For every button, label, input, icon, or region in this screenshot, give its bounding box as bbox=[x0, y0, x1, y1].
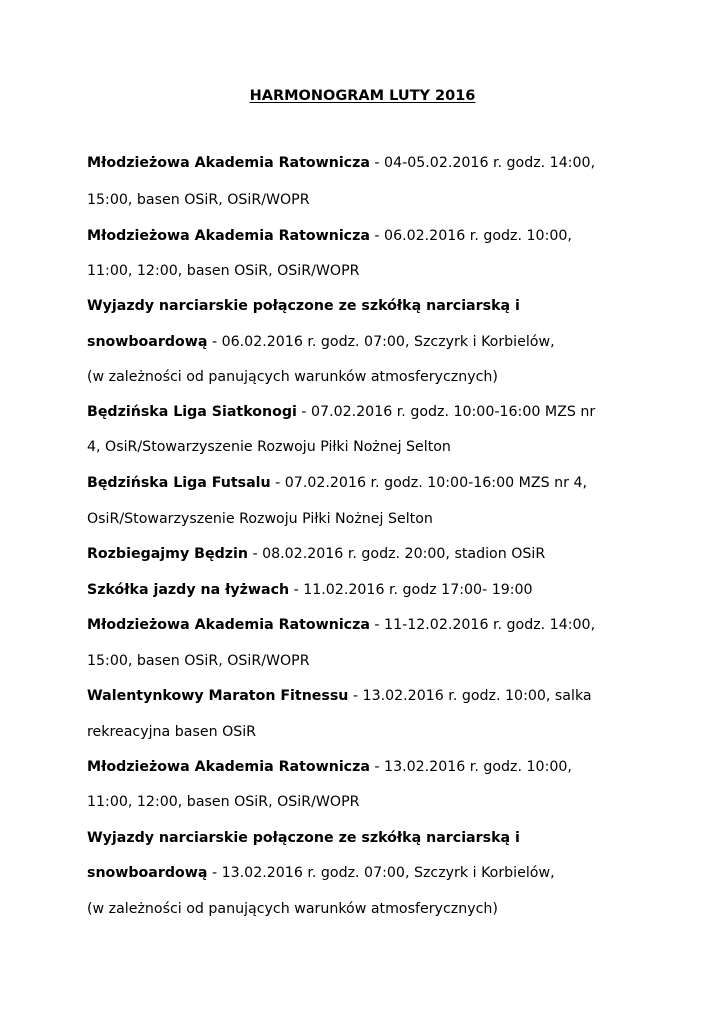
event-details: 11:00, 12:00, basen OSiR, OSiR/WOPR bbox=[87, 263, 360, 279]
event-details: - 08.02.2016 r. godz. 20:00, stadion OSiR bbox=[247, 546, 546, 562]
schedule-line bbox=[87, 226, 638, 246]
event-details: rekreacyjna basen OSiR bbox=[87, 724, 257, 740]
event-details: - 07.02.2016 r. godz. 10:00-16:00 MZS nr bbox=[296, 404, 596, 420]
schedule-line bbox=[87, 367, 638, 387]
event-details: - 13.02.2016 r. godz. 10:00, salka bbox=[348, 688, 592, 704]
event-details: - 13.02.2016 r. godz. 10:00, bbox=[369, 759, 572, 775]
schedule-line bbox=[87, 899, 638, 919]
document-title: HARMONOGRAM LUTY 2016 bbox=[249, 88, 476, 104]
schedule-line bbox=[87, 651, 638, 671]
event-name: Młodzieżowa Akademia Ratownicza bbox=[87, 228, 370, 244]
event-name: snowboardową bbox=[87, 334, 208, 350]
event-details: 15:00, basen OSiR, OSiR/WOPR bbox=[87, 653, 310, 669]
schedule-line bbox=[87, 509, 638, 529]
event-details: - 13.02.2016 r. godz. 07:00, Szczyrk i Korbielów, bbox=[207, 865, 555, 881]
schedule-line bbox=[87, 437, 638, 457]
event-details: - 11.02.2016 r. godz 17:00- 19:00 bbox=[289, 582, 533, 598]
event-name: Rozbiegajmy Będzin bbox=[87, 546, 248, 562]
schedule-line bbox=[87, 402, 638, 422]
schedule-line bbox=[87, 190, 638, 210]
schedule-line bbox=[87, 473, 638, 493]
event-details: - 06.02.2016 r. godz. 07:00, Szczyrk i Korbielów, bbox=[207, 334, 555, 350]
event-details: 15:00, basen OSiR, OSiR/WOPR bbox=[87, 192, 310, 208]
event-details: - 06.02.2016 r. godz. 10:00, bbox=[369, 228, 572, 244]
event-details: - 07.02.2016 r. godz. 10:00-16:00 MZS nr 4, bbox=[270, 475, 587, 491]
event-name: Młodzieżowa Akademia Ratownicza bbox=[87, 155, 370, 171]
event-name: Wyjazdy narciarskie połączone ze szkółką narciarską i bbox=[87, 298, 520, 314]
schedule-line bbox=[87, 296, 638, 316]
schedule-line bbox=[87, 792, 638, 812]
event-name: Szkółka jazdy na łyżwach bbox=[87, 582, 290, 598]
event-name: Walentynkowy Maraton Fitnessu bbox=[87, 688, 349, 704]
schedule-line bbox=[87, 828, 638, 848]
event-details: OsiR/Stowarzyszenie Rozwoju Piłki Nożnej Selton bbox=[87, 511, 433, 527]
event-details: - 11-12.02.2016 r. godz. 14:00, bbox=[369, 617, 596, 633]
event-name: Wyjazdy narciarskie połączone ze szkółką narciarską i bbox=[87, 830, 520, 846]
schedule-line bbox=[87, 722, 638, 742]
schedule-line bbox=[87, 615, 638, 635]
schedule-line bbox=[87, 332, 638, 352]
event-details: (w zależności od panujących warunków atmosferycznych) bbox=[87, 369, 498, 385]
event-details: 11:00, 12:00, basen OSiR, OSiR/WOPR bbox=[87, 794, 360, 810]
schedule-line bbox=[87, 580, 638, 600]
event-details: 4, OsiR/Stowarzyszenie Rozwoju Piłki Nożnej Selton bbox=[87, 439, 451, 455]
schedule-line bbox=[87, 863, 638, 883]
event-name: Młodzieżowa Akademia Ratownicza bbox=[87, 617, 370, 633]
schedule-line bbox=[87, 544, 638, 564]
event-name: Będzińska Liga Futsalu bbox=[87, 475, 271, 491]
event-details: - 04-05.02.2016 r. godz. 14:00, bbox=[369, 155, 596, 171]
schedule-line bbox=[87, 153, 638, 173]
event-details: (w zależności od panujących warunków atmosferycznych) bbox=[87, 901, 498, 917]
schedule-line bbox=[87, 261, 638, 281]
schedule-line bbox=[87, 757, 638, 777]
event-name: snowboardową bbox=[87, 865, 208, 881]
event-name: Będzińska Liga Siatkonogi bbox=[87, 404, 297, 420]
schedule-line bbox=[87, 686, 638, 706]
event-name: Młodzieżowa Akademia Ratownicza bbox=[87, 759, 370, 775]
